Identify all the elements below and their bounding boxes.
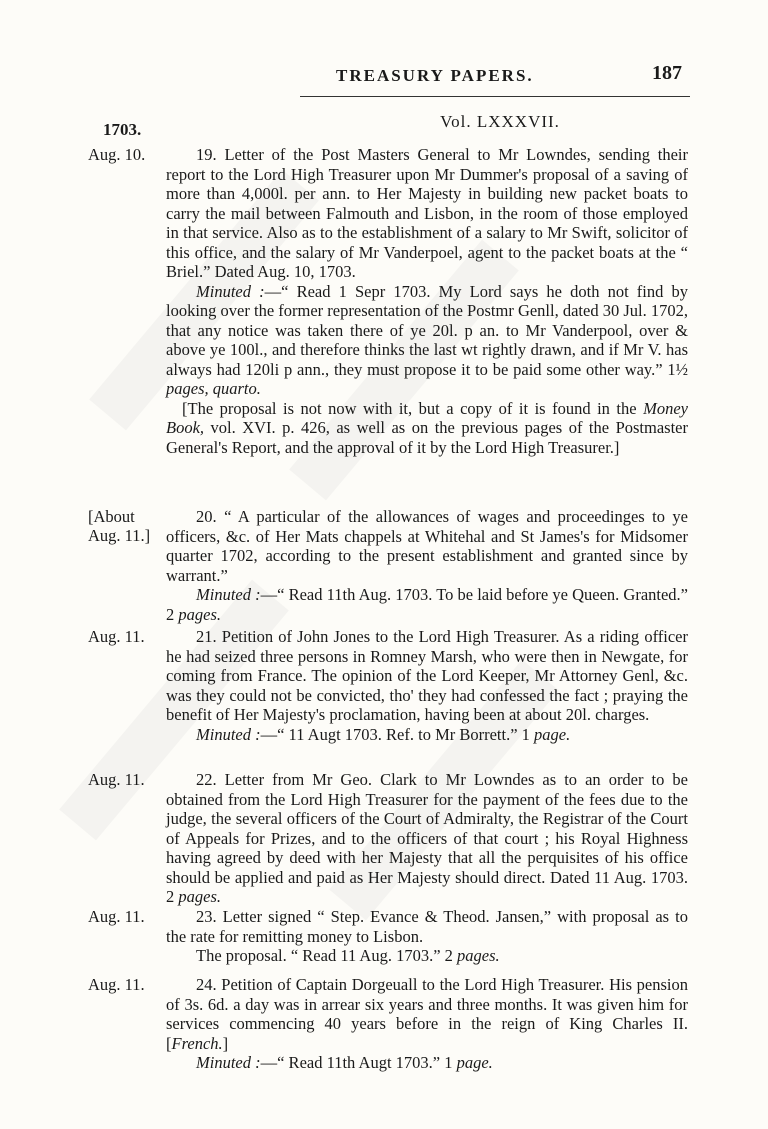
entry-text: 19. Letter of the Post Masters General to Mr Lowndes, sending their report to the Lord High Treasurer upon Mr Dummer's proposal of a saving of more than 4,000l. per ann. to Her Majesty in building new packet boats to carry the mail between Falmouth and Lisbon, in the room of those employed in that service. Also as to the establishment of a salary to Mr Swift, solicitor of this office, and the salary of Mr Vanderpoel, agent to the packet boats at the “ Briel.” Dated Aug. 10, 1703. — [166, 145, 688, 281]
pages-note: pages. — [178, 604, 221, 624]
entry-text-main: 22. Letter from Mr Geo. Clark to Mr Lowndes as to an order to be obtained from the Lord High Treasurer for the payment of the fees due to the judge, the several officers of the Court of Admiralty, the Registrar of the Court of Appeals for Prizes, and to the officers of that court ; his Royal Highness having agreed by deed with her Majesty that all the perquisites of his office should be applied and paid as Her Majesty should direct. Dated 11 Aug. 1703. 2 — [166, 770, 688, 906]
entry-text: 21. Petition of John Jones to the Lord High Treasurer. As a riding officer he had seized three persons in Romney Marsh, who were then in Newgate, for coming from France. The opinion of the Lord Keeper, Mr Attorney Genl, &c. was they could not be convicted, tho' they had confessed the fact ; praying the benefit of Her Majesty's proclamation, having been at about 20l. charges. — [166, 627, 688, 724]
pages-note: page. — [456, 1053, 493, 1072]
entry-body — [166, 507, 688, 624]
entry-body — [166, 770, 688, 907]
pages-note: pages. — [457, 946, 500, 965]
minute-text: —“ 11 Augt 1703. Ref. to Mr Borrett.” 1 — [260, 724, 530, 744]
entry-sub — [166, 946, 688, 966]
language-note: French. — [171, 1033, 223, 1053]
minute-label: Minuted : — [196, 724, 261, 744]
entry-text: 20. “ A particular of the allowances of wages and proceedinges to ye officers, &c. of Her Mats chappels at Whitehal and St James's for Midsomer quarter 1702, according to the present establishment and granted since by warrant.” — [166, 507, 688, 585]
entry-date: [About Aug. 11.] — [88, 507, 151, 545]
editorial-note — [166, 399, 688, 458]
entry-date: Aug. 11. — [88, 770, 145, 789]
entry-minute — [166, 585, 688, 624]
entry-text — [166, 975, 688, 1053]
minute-text: —“ Read 11th Augt 1703.” 1 — [260, 1053, 453, 1072]
running-head — [300, 62, 690, 97]
pages-note: page. — [534, 724, 571, 744]
minute-label: Minuted : — [196, 281, 265, 301]
entry-minute — [166, 725, 688, 745]
pages-note: pages, quarto. — [166, 379, 261, 398]
entry-minute — [166, 1053, 688, 1073]
minute-text: —“ Read 1 Sepr 1703. My Lord says he doth not find by looking over the former representation of the Postmr Genll, dated 30 Jul. 1702, that any notice was taken there of ye 20l. p an. to Mr Vanderpool, over & above ye 100l., and therefore thinks the last wt rightly drawn, and if Mr V. has always had 120li p ann., they must propose it to be paid some other way.” 1½ — [166, 281, 689, 379]
entry-text-main: 24. Petition of Captain Dorgeuall to the Lord High Treasurer. His pension of 3s. 6d. a day was in arrear six years and three months. It was given him for services commencing 40 years before in the reign of King Charles II. [ — [166, 975, 688, 1053]
entry-body — [166, 145, 688, 457]
volume-heading: Vol. LXXXVII. — [440, 112, 560, 131]
minute-text: —“ Read 11th Aug. 1703. To be laid before ye Queen. Granted.” 2 — [166, 585, 688, 624]
running-head-title: TREASURY PAPERS. — [336, 66, 534, 85]
entry-text-end: ] — [222, 1033, 229, 1053]
entry-minute — [166, 282, 688, 399]
minute-label: Minuted : — [196, 585, 261, 604]
sub-text: The proposal. “ Read 11 Aug. 1703.” 2 — [196, 946, 453, 965]
entry-body — [166, 627, 688, 744]
entry-date: Aug. 11. — [88, 975, 145, 994]
pages-note: pages. — [178, 887, 221, 906]
entry-date: Aug. 10. — [88, 145, 146, 164]
note-start: [The proposal is not now with it, but a copy of it is found in the — [182, 398, 637, 418]
entry-text — [166, 770, 688, 907]
entry-body — [166, 975, 688, 1073]
page-number: 187 — [652, 62, 682, 84]
entry-date: Aug. 11. — [88, 907, 145, 926]
note-italic: Money Book, — [166, 398, 688, 437]
entry-date: Aug. 11. — [88, 627, 145, 646]
entry-body — [166, 907, 688, 966]
entry-text: 23. Letter signed “ Step. Evance & Theod. Jansen,” with proposal as to the rate for remitting money to Lisbon. — [166, 907, 688, 946]
minute-label: Minuted : — [196, 1053, 261, 1072]
year-label: 1703. — [103, 120, 142, 139]
note-end: vol. XVI. p. 426, as well as on the previous pages of the Postmaster General's Report, and the approval of it by the Lord High Treasurer.] — [166, 418, 688, 457]
